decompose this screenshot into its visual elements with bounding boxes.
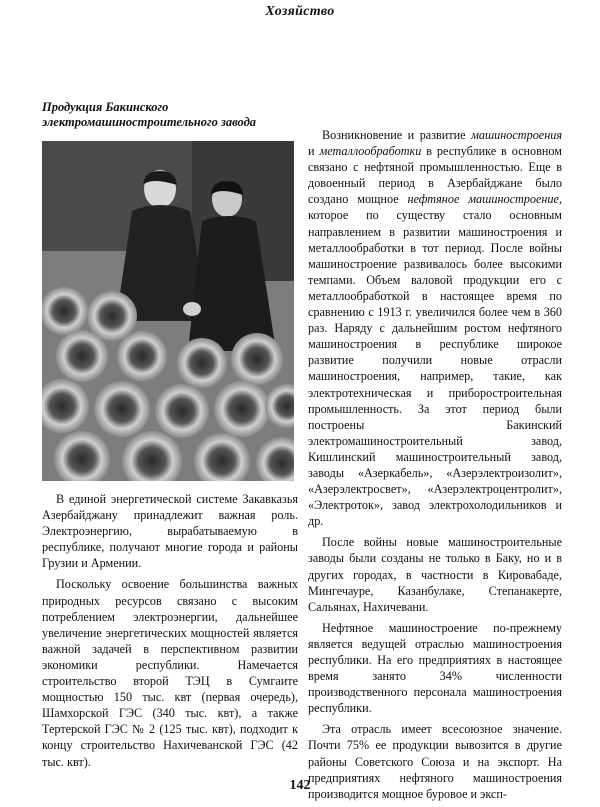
factory-photo bbox=[42, 141, 294, 481]
text-run: Возникновение и развитие bbox=[322, 128, 472, 142]
paragraph-energy-capacity: Поскольку освоение большинства важных природных ресурсов связано с высоким потреблением электроэнергии, дальнейшее увеличение энергетических мощностей является важной задачей в перспективном развитии экономики республики. Намечается строительство второй ТЭЦ в Сумгаите мощностью 150 тыс. квт (первая очередь), Шамхорской ГЭС (340 тыс. квт), а также Тертерской ГЭС № 2 (125 тыс. квт), подходит к концу строительство Нахичеванской ГЭС (42 тыс. квт). bbox=[42, 577, 298, 769]
right-column bbox=[308, 127, 562, 807]
factory-photo-illustration bbox=[42, 141, 294, 481]
emphasis: машиностроения bbox=[471, 128, 562, 142]
paragraph-energy-system: В единой энергетической системе Закавказья Азербайджану принадлежит важная роль. Электроэнергию, вырабатываемую в республике, получают многие города и районы Грузии и Армении. bbox=[42, 492, 298, 571]
photo-caption bbox=[42, 100, 302, 130]
page-number: 142 bbox=[289, 778, 311, 793]
text-run: в республике в основном связано с нефтяной промышленностью. Еще в довоенный период в Азербайджане было создано мощное bbox=[308, 144, 562, 207]
caption-line-2: электромашиностроительного завода bbox=[42, 115, 257, 129]
text-run: которое по существу стало основным направлением в развитии машиностроения и металлообработки в тот период. После войны машиностроение развивалось более высокими темпами. Объем валовой продукции его с металлообработкой в настоящее время по сравнению с 1913 г. увеличился более чем в 360 раз. Наряду с дальнейшим ростом нефтяного машиностроения в республике широкое развитие получили новые отрасли машиностроения, например, такие, как электротехническая и приборостроительная промышленность. За этот период были построены Бакинский электромашиностроительный завод, Кишлинский машиностроительный завод, заводы «Азеркабель», «Азерэлектроизолит», «Азерэлектросвет», «Азерэлектроцентролит», «Электроток», завод электрохолодильников и др. bbox=[308, 208, 562, 529]
paragraph-oil-machinery: Нефтяное машиностроение по-прежнему является ведущей отраслью машиностроения республики. На его предприятиях в настоящее время занято 34% численности производственного персонала машиностроения республики. bbox=[308, 620, 562, 716]
paragraph-union-significance: Эта отрасль имеет всесоюзное значение. Почти 75% ее продукции вывозится в другие районы Советского Союза и на экспорт. На предприятиях нефтяного машиностроения производится мощное буровое и эксп- bbox=[308, 722, 562, 801]
text-run: и bbox=[308, 144, 320, 159]
paragraph-postwar-plants: После войны новые машиностроительные заводы были созданы не только в Баку, но и в других городах, в частности в Кировабаде, Мингечауре, Казанбулаке, Степанакерте, Сальянах, Нахичевани. bbox=[308, 535, 562, 614]
left-column bbox=[42, 491, 298, 775]
running-header: Хозяйство bbox=[265, 4, 335, 19]
paragraph-machine-building bbox=[308, 127, 562, 529]
emphasis: металлообработки bbox=[319, 144, 422, 159]
emphasis: нефтяное машиностроение, bbox=[407, 192, 562, 207]
caption-line-1: Продукция Бакинского bbox=[42, 100, 169, 114]
